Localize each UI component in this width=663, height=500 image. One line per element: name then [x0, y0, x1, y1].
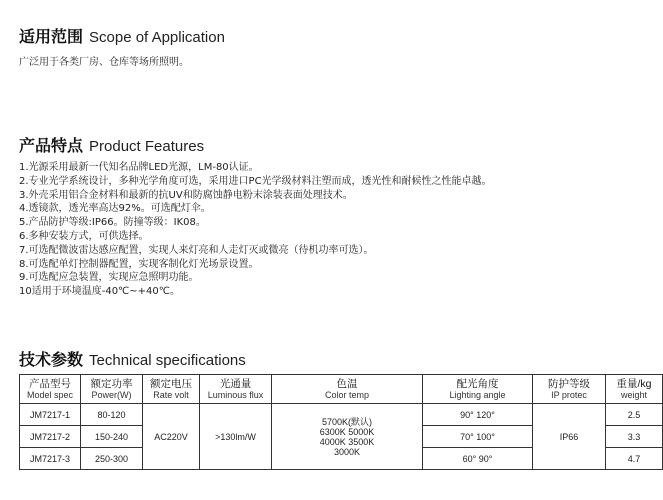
cell-angle: 90° 120° [423, 404, 533, 426]
feature-item: 3.外壳采用铝合金材料和最新的抗UV和防腐蚀静电粉末涂装表面处理技术。 [19, 189, 353, 201]
features-title-en: Product Features [89, 138, 205, 155]
header-ip: 防护等级 IP protec [533, 375, 606, 404]
feature-item: 9.可选配应急装置，实现应急照明功能。 [19, 272, 199, 284]
specs-table [19, 374, 663, 470]
cell-flux: >130lm/W [200, 404, 272, 470]
features-title-zh: 产品特点 [19, 136, 84, 155]
cell-ip: IP66 [533, 404, 606, 470]
cell-model: JM7217-3 [20, 448, 81, 470]
header-power: 额定功率 Power(W) [81, 375, 143, 404]
header-color-temp: 色温 Color temp [272, 375, 423, 404]
header-angle: 配光角度 Lighting angle [423, 375, 533, 404]
specs-heading [19, 347, 246, 370]
feature-item: 5.产品防护等级:IP66。防撞等级：IK08。 [19, 217, 206, 229]
specs-title-en: Technical specifications [89, 352, 246, 369]
cell-voltage: AC220V [143, 404, 200, 470]
scope-title-zh: 适用范围 [19, 27, 84, 46]
feature-item: 4.透镜款，透光率高达92%。可选配灯伞。 [19, 203, 211, 215]
cell-power: 250-300 [81, 448, 143, 470]
scope-heading [19, 24, 225, 47]
feature-item: 1.光源采用最新一代知名品牌LED光源，LM-80认证。 [19, 162, 259, 173]
scope-title-en: Scope of Application [89, 29, 225, 46]
cell-color-temp: 5700K(默认) 6300K 5000K 4000K 3500K 3000K [272, 404, 423, 470]
cell-power: 150-240 [81, 426, 143, 448]
header-flux: 光通量 Luminous flux [200, 375, 272, 404]
cell-weight: 3.3 [606, 426, 663, 448]
feature-item: 2.专业光学系统设计，多种光学角度可选，采用进口PC光学级材料注塑而成，透光性和耐候性之性能卓越。 [19, 175, 492, 187]
header-voltage: 额定电压 Rate volt [143, 375, 200, 404]
cell-power: 80-120 [81, 404, 143, 426]
cell-weight: 2.5 [606, 404, 663, 426]
header-model: 产品型号 Model spec [20, 375, 81, 404]
cell-model: JM7217-2 [20, 426, 81, 448]
cell-angle: 70° 100° [423, 426, 533, 448]
features-list [19, 161, 492, 299]
feature-item: 7.可选配微波雷达感应配置，实现人来灯亮和人走灯灭或微亮（待机功率可选）。 [19, 244, 374, 256]
feature-item: 8.可选配单灯控制器配置，实现客制化灯光场景设置。 [19, 258, 259, 270]
cell-model: JM7217-1 [20, 404, 81, 426]
table-row [20, 404, 663, 426]
cell-angle: 60° 90° [423, 448, 533, 470]
cell-weight: 4.7 [606, 448, 663, 470]
specs-title-zh: 技术参数 [19, 350, 84, 369]
features-heading [19, 133, 204, 156]
scope-text: 广泛用于各类厂房、仓库等场所照明。 [19, 57, 189, 68]
feature-item: 10适用于环境温度-40℃~+40℃。 [19, 286, 181, 298]
table-header-row [20, 375, 663, 404]
feature-item: 6.多种安装方式，可供选择。 [19, 230, 149, 242]
header-weight: 重量/kg weight [606, 375, 663, 404]
